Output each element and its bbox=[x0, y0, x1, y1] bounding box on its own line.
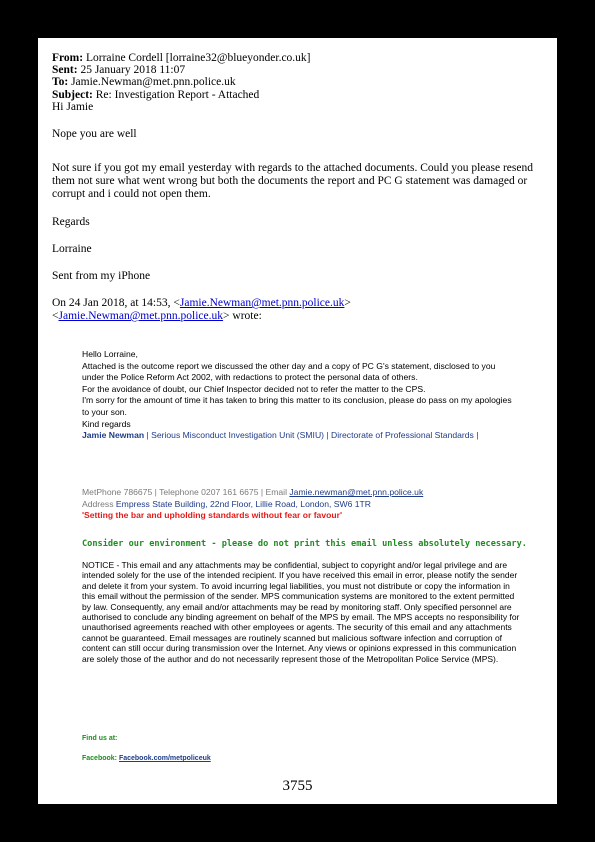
quoted-message bbox=[82, 349, 512, 442]
address-value: Empress State Building, 22nd Floor, Lillie Road, London, SW6 1TR bbox=[115, 498, 372, 509]
subject-label: Subject: bbox=[52, 88, 93, 101]
legal-notice: NOTICE - This email and any attachments may be confidential, subject to copyright and/or legal privilege and are intended solely for the use of the intended recipient. If you have received this email in error, please notify the sender and delete it from your system. To avoid incurring legal liabilities, you must not distribute or copy the information in this email without the permission of the sender. MPS communication systems are monitored to the extent permitted by law. Consequently, any email and/or attachments may be read by monitoring staff. Only specified personnel are authorised to conclude any binding agreement on behalf of the MPS by email. The MPS accepts no responsibility for unauthorised agreements reached with other employees or agents. The security of this email and any attachments cannot be guaranteed. Email messages are routinely scanned but malicious software infection and corruption of content can still occur during transmission over the Internet. Any views or opinions expressed in this communication are solely those of the author and do not necessarily represent those of the Metropolitan Police Service (MPS). bbox=[82, 560, 520, 664]
sent-from-line: Sent from my iPhone bbox=[52, 270, 151, 282]
signature-name: Jamie Newman bbox=[82, 430, 145, 441]
greeting: Hi Jamie bbox=[52, 100, 94, 113]
document-page bbox=[38, 38, 557, 804]
contact-block bbox=[82, 487, 512, 522]
page-number: 3755 bbox=[282, 778, 313, 794]
quote-intro: On 24 Jan 2018, at 14:53, <Jamie.Newman@met.pnn.police.uk> <Jamie.Newman@met.pnn.police.uk> wrote: bbox=[52, 297, 351, 322]
to-label: To: bbox=[52, 76, 69, 89]
find-us-label: Find us at: bbox=[82, 735, 118, 742]
email-header bbox=[52, 52, 311, 113]
quoted-line-2: For the avoidance of doubt, our Chief Inspector decided not to refer the matter to the CPS. bbox=[82, 383, 426, 394]
subject-value: Re: Investigation Report - Attached bbox=[95, 88, 260, 101]
quote-email-link-2[interactable]: Jamie.Newman@met.pnn.police.uk bbox=[58, 310, 224, 322]
signature-unit: | Serious Misconduct Investigation Unit (SMIU) | Directorate of Professional Standards | bbox=[144, 430, 479, 441]
from-value: Lorraine Cordell [lorraine32@blueyonder.co.uk] bbox=[85, 52, 311, 64]
facebook-line: Facebook: Facebook.com/metpoliceuk bbox=[82, 755, 211, 762]
address-line: Address Empress State Building, 22nd Floor, Lillie Road, London, SW6 1TR bbox=[82, 498, 372, 509]
paragraph-1: Nope you are well bbox=[52, 128, 137, 140]
quoted-greeting: Hello Lorraine, bbox=[82, 349, 138, 359]
regards-line: Regards bbox=[52, 216, 90, 228]
sender-name: Lorraine bbox=[52, 243, 92, 255]
quoted-line-1: Attached is the outcome report we discussed the other day and a copy of PC G's statement, disclosed to you under the Police Reform Act 2002, with redactions to protect the personal data of others. bbox=[82, 360, 496, 383]
from-label: From: bbox=[52, 52, 84, 64]
signature-email-link[interactable]: Jamie.newman@met.pnn.police.uk bbox=[289, 487, 424, 497]
quoted-line-3: I'm sorry for the amount of time it has taken to bring this matter to its conclusion, please do pass on my apologies to your son. bbox=[82, 395, 512, 417]
sent-value: 25 January 2018 11:07 bbox=[80, 64, 186, 77]
environment-note: Consider our environment - please do not print this email unless absolutely necessary. bbox=[82, 539, 527, 549]
kind-regards: Kind regards bbox=[82, 418, 131, 429]
sent-label: Sent: bbox=[52, 64, 78, 77]
to-value: Jamie.Newman@met.pnn.police.uk bbox=[71, 76, 236, 89]
quote-email-link-1[interactable]: Jamie.Newman@met.pnn.police.uk bbox=[179, 297, 345, 309]
metphone-line: MetPhone 786675 | Telephone 0207 161 6675 | Email Jamie.newman@met.pnn.police.uk bbox=[82, 487, 424, 497]
facebook-link[interactable]: Facebook.com/metpoliceuk bbox=[118, 755, 211, 762]
paragraph-2: Not sure if you got my email yesterday with regards to the attached documents. Could you please resend them not sure what went wrong but both the documents the report and PC G statement was damaged or corrupt and i could not open them. bbox=[52, 162, 533, 200]
motto: 'Setting the bar and upholding standards without fear or favour' bbox=[82, 510, 342, 521]
signature-line bbox=[82, 430, 512, 442]
